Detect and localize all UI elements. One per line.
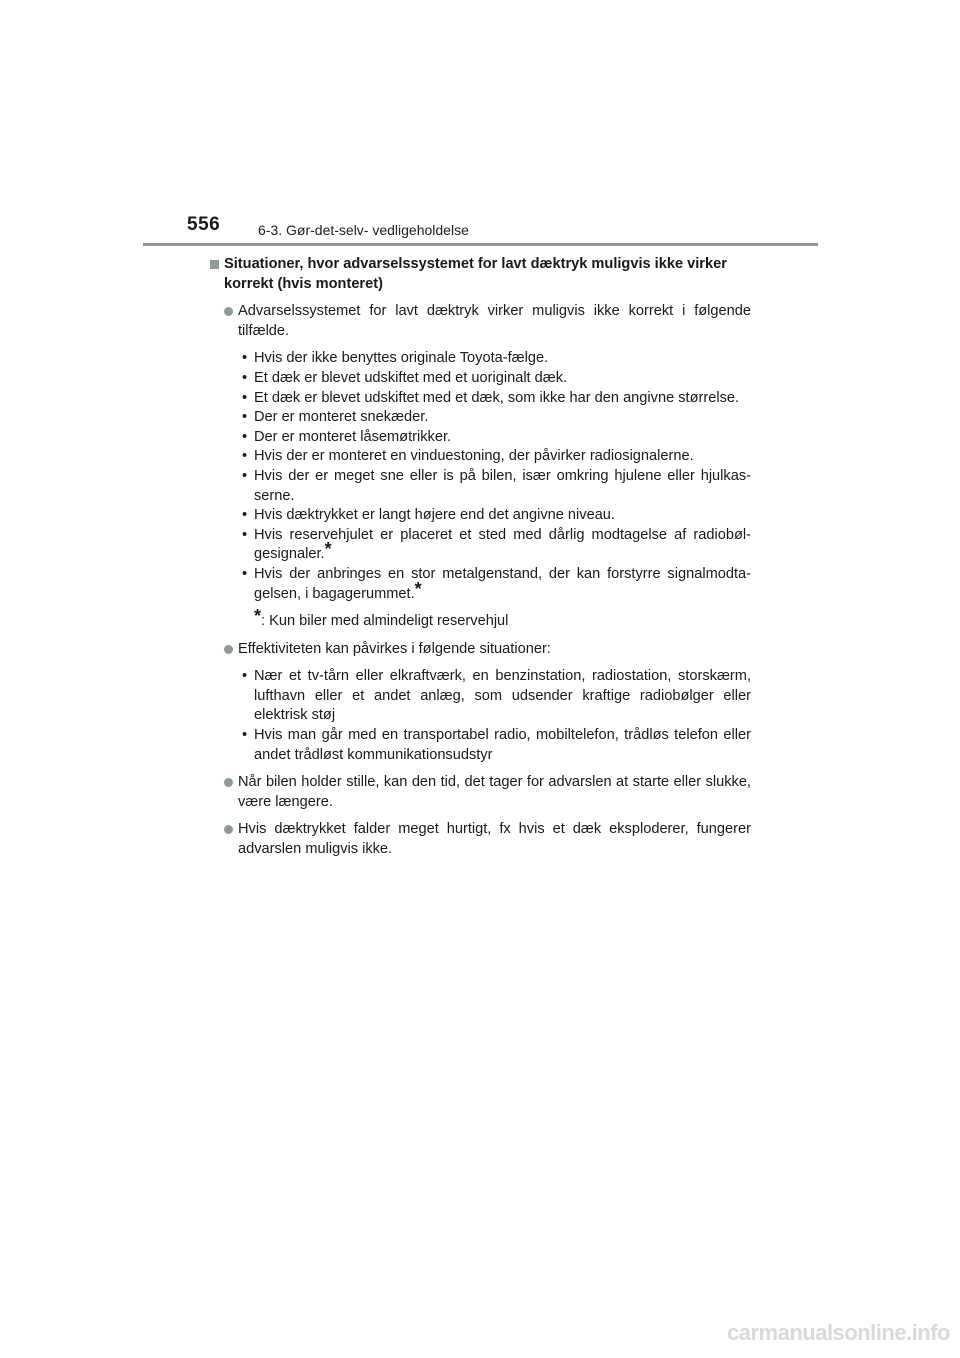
watermark: carmanualsonline.info xyxy=(727,1320,950,1345)
sub-list-item-text: Der er monteret låsemøtrikker. xyxy=(254,428,452,445)
list-item-text: Effektiviteten kan påvirkes i følgende situationer: xyxy=(238,640,551,657)
sub-list-item: • Der er monteret snekæder. xyxy=(242,409,429,426)
sub-list-item-text: Hvis der ikke benyttes originale Toyota-fælge. xyxy=(254,350,549,367)
list-item-text: Advarselssystemet for lavt dæktryk virker muligvis ikke korrekt i følgende tilfælde. xyxy=(238,303,751,339)
circle-icon xyxy=(224,645,233,654)
section-heading-text: Situationer, hvor advarselssystemet for lavt dæktryk muligvis ikke virker korrekt (hvis monteret) xyxy=(224,256,727,292)
sub-list-item: • Et dæk er blevet udskiftet med et uoriginalt dæk. xyxy=(242,369,568,386)
sub-list-item: • Hvis dæktrykket er langt højere end det angivne niveau. xyxy=(242,507,615,524)
list-item xyxy=(210,302,751,341)
sub-list xyxy=(210,349,751,604)
sub-list-item: • Der er monteret låsemøtrikker. xyxy=(242,428,452,445)
sub-list-item-text: Et dæk er blevet udskiftet med et dæk, som ikke har den angivne størrelse. xyxy=(254,389,740,406)
asterisk-icon: * xyxy=(254,606,262,627)
list-item xyxy=(210,773,751,812)
list-item xyxy=(210,820,751,859)
footnote xyxy=(210,606,751,632)
sub-list-item: • Hvis man går med en transportabel radio, mobiltelefon, trådløs telefon eller andet trådløst kommunikationsudstyr xyxy=(242,727,751,763)
section-heading xyxy=(210,255,751,294)
page-number: 556 xyxy=(187,214,221,235)
sub-list-item: • Hvis der ikke benyttes originale Toyota-fælge. xyxy=(242,350,549,367)
asterisk-icon: * xyxy=(324,539,332,560)
circle-icon xyxy=(224,307,233,316)
list-item-text: Når bilen holder stille, kan den tid, det tager for advarslen at starte eller slukke, være længere. xyxy=(238,774,751,810)
list-item-text: Hvis dæktrykket falder meget hurtigt, fx hvis et dæk eksploderer, fungerer advarslen muligvis ikke. xyxy=(238,821,751,858)
sub-list-item: • Nær et tv-tårn eller elkraftværk, en benzinstation, radiostation, storskærm, lufthavn eller et andet anlæg, som udsender kraftige radiobølger eller elektrisk støj xyxy=(242,668,751,724)
sub-list-item: • Hvis reservehjulet er placeret et sted med dårlig modtagelse af radiobøl-gesignaler.* xyxy=(242,526,751,563)
sub-list-item: • Hvis der anbringes en stor metalgenstand, der kan forstyrre signalmodta-gelsen, i bagagerummet.* xyxy=(242,565,751,602)
sub-list-item-text: Hvis der er monteret en vinduestoning, der påvirker radiosignalerne. xyxy=(254,448,694,465)
circle-icon xyxy=(224,825,233,834)
chapter-title: 6-3. Gør-det-selv- vedligeholdelse xyxy=(258,222,469,238)
list-item xyxy=(210,640,751,660)
footnote-text: : Kun biler med almindeligt reservehjul xyxy=(261,613,509,630)
sub-list-item: • Et dæk er blevet udskiftet med et dæk, som ikke har den angivne størrelse. xyxy=(242,389,740,406)
sub-list-item-text: Et dæk er blevet udskiftet med et uoriginalt dæk. xyxy=(254,369,568,386)
sub-list-item-text: Hvis dæktrykket er langt højere end det angivne niveau. xyxy=(254,507,615,524)
circle-icon xyxy=(224,778,233,787)
square-icon xyxy=(210,260,219,269)
sub-list-item: • Hvis der er meget sne eller is på bilen, især omkring hjulene eller hjulkas-serne. xyxy=(242,467,751,504)
sub-list-item-text: Hvis man går med en transportabel radio, mobiltelefon, trådløs telefon eller andet trådløst kommunikationsudstyr xyxy=(254,727,751,763)
asterisk-icon: * xyxy=(414,578,422,599)
sub-list-item-text: Hvis der anbringes en stor metalgenstand, der kan forstyrre signalmodta-gelsen, i bagagerummet. xyxy=(254,565,751,602)
main-content xyxy=(210,255,751,868)
header-rule xyxy=(143,243,818,246)
sub-list-item-text: Der er monteret snekæder. xyxy=(254,409,429,426)
sub-list xyxy=(210,667,751,765)
sub-list-item: • Hvis der er monteret en vinduestoning, der påvirker radiosignalerne. xyxy=(242,448,694,465)
sub-list-item-text: Hvis der er meget sne eller is på bilen, især omkring hjulene eller hjulkas-serne. xyxy=(254,467,751,504)
sub-list-item-text: Hvis reservehjulet er placeret et sted med dårlig modtagelse af radiobøl-gesignaler. xyxy=(254,526,751,563)
sub-list-item-text: Nær et tv-tårn eller elkraftværk, en benzinstation, radiostation, storskærm, lufthavn eller et andet anlæg, som udsender kraftige radiobølger eller elektrisk støj xyxy=(254,668,751,724)
